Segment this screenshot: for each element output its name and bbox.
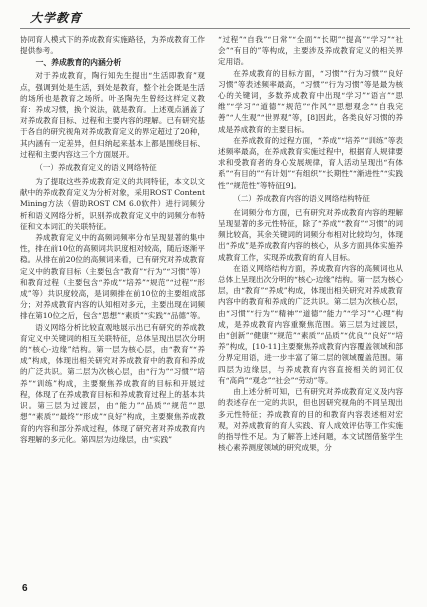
intro-paragraph: 协同育人模式下的养成教育实施路径，为养成教育工作提供参考。 — [20, 35, 205, 56]
page-number: 6 — [22, 583, 28, 594]
paragraph: 在养成教育的目标方面，“习惯”“行为习惯”“良好习惯”等表述频率最高，“习惯”“行为习惯”等是最为核心的关键词，多数养成教育中出现“学习”“语言”“思维”“学习”“道德”“规范”“作风”“思想观念”“自我完善”“人生观”“世界观”等，[8]因此，各类良好习惯的养成是养成教育的主要目标。 — [218, 68, 403, 134]
paragraph: 对于养成教育，陶行知先生提出“生活即教育”观点，强调到处是生活，到处是教育，整个社会既是生活的场所也是教育之场所。叶圣陶先生曾经这样定义教育：养成习惯，换个说法，就是教育。上述观点涵盖了对养成教育目标、过程和主要内容的理解。已有研究基于各自的研究视角对养成教育定义的界定超过了20种，其内涵有一定差异，但归纳起来基本上都是围绕目标、过程和主要内容这三个方面展开。 — [20, 71, 205, 159]
paragraph: “过程”“自我”“日常”“全面”“长期”“提高”“学习”“社会”“有目的”等构成，主要涉及养成教育定义的相关界定用语。 — [218, 35, 403, 67]
subsection-title: （一）养成教育定义的语义网络特征 — [35, 163, 157, 173]
subsection-title: （二）养成教育内容的语义网络结构特征 — [233, 193, 370, 203]
journal-brand: 大学教育 — [30, 11, 83, 25]
paragraph: 由上述分析可知，已有研究对养成教育定义及内容的表述存在一定的共识，但也因研究视角的不同呈现出多元性特征；养成教育的目的和教育内容表述相对宏观，对养成教育的育人实践、育人成效评估等工作实施的指导性不足。为了解答上述问题，本文试图借鉴学生核心素养测度领域的研究成果，分 — [218, 387, 403, 453]
paragraph: 在语义网络结构方面，养成教育内容的高频词也从总体上呈现出次分明的“核心-边缘”结构。第一层为核心层，由“教育”“养成”构成，体现出相关研究对养成教育内容中的教育和养成的广泛共识。第二层为次核心层，由“习惯”“行为”“精神”“道德”“能力”“学习”“心理”构成，是养成教育内容重聚焦范围。第三层为过渡层，由“创新”“健康”“规范”“素质”“品质”“优良”“良好”“培养”构成，[10-11]主要聚焦养成教育内容覆盖领域和部分界定用语，进一步丰富了第二层的领域覆盖范围。第四层为边缘层，与养成教育内容直接相关的词汇仅有“高尚”“观念”“社会”“劳动”等。 — [218, 263, 403, 385]
section-title: 一、养成教育的内涵分析 — [35, 58, 122, 68]
paragraph: 语义网络分析比较直观地展示出已有研究的养成教育定义中关键词的相互关联特征，总体呈现出层次分明的“核心-边缘”结构。第一层为核心层，由“教育”“养成”构成，体现出相关研究对养成教育中的教育和养成的广泛共识。第二层为次核心层，由“行为”“习惯”“培养”“训练”构成，主要聚焦养成教育的目标和开展过程，体现了在养成教育目标和养成教育过程上的基本共识。第三层为过渡层，由“能力”“品质”“规范”“思想”“素质”“最终”“形成”“良好”构成，主要聚焦养成教育的内容和部分养成过程，体现了研究者对养成教育内容理解的多元化。第四层为边缘层，由“实践” — [20, 322, 205, 444]
paragraph: 养成教育定义中的高频词频率分布呈现显著的集中性，排在前10位的高频词共识度相对较高，随后逐渐平稳。从排在前20位的高频词来看，已有研究对养成教育定义中的教育目标（主要包含“教育”“行为”“习惯”等）和教育过程（主要包含“养成”“培养”“规范”“过程”“形成”等）共识度较高，是词频排在前10位的主要组成部分；对养成教育内容的认知相对多元，主要出现在词频排在第10位之后，包含“思想”“素质”“实践”“品德”等。 — [20, 233, 205, 321]
paragraph: 为了提取这些养成教育定义的共同特征，本文以文献中的养成教育定义为分析对象，采用ROST Content Mining方法（借助ROST CM 6.0软件）进行词频分析和语义网络分析，识别养成教育定义中的词频分布特征和文本词汇的关联特征。 — [20, 177, 205, 231]
paragraph: 在养成教育的过程方面，“养成”“培养”“训练”等表述频率最高，在养成教育实施过程中，根据育人规律要求和受教育者的身心发展规律，育人活动呈现出“有体系”“有目的”“有计划”“有组织”“长期性”“渐进性”“实践性”“规范性”等特征[9]。 — [218, 135, 403, 190]
paragraph: 在词频分布方面，已有研究对养成教育内容的理解呈现显著的多元性特征，除了“养成”“教育”“习惯”的词频比较高，其余关键词的词频分布相对比较均匀，体现出“养成”是养成教育内容的核心，从多方面具体实施养成教育工作，实现养成教育的育人目标。 — [218, 207, 403, 262]
left-column — [20, 34, 205, 445]
page-header — [20, 6, 410, 29]
right-column — [218, 34, 403, 453]
